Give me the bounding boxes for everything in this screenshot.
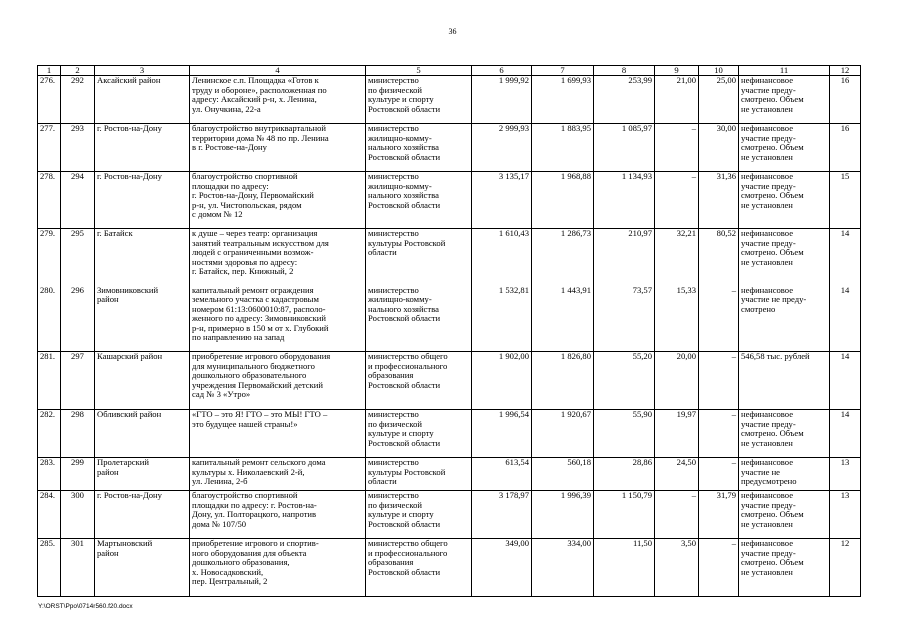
ministry-cell: министерство жилищно-комму- нального хозяйства Ростовской области <box>366 172 472 229</box>
non-financial-participation-cell: нефинансовое участие не преду- смотрено <box>739 286 830 352</box>
table-row <box>38 352 861 410</box>
item-number-cell: 294 <box>61 172 95 229</box>
ministry-cell: министерство по физической культуре и спорту Ростовской области <box>366 491 472 539</box>
score-cell: 13 <box>830 491 861 539</box>
item-number-cell: 297 <box>61 352 95 410</box>
row-index-cell: 283. <box>38 458 61 491</box>
score-cell: 14 <box>830 229 861 286</box>
item-number-cell: 300 <box>61 491 95 539</box>
total-cost-cell: 1 532,81 <box>472 286 532 352</box>
regional-budget-cell: 560,18 <box>532 458 594 491</box>
ministry-cell: министерство общего и профессионального образования Ростовской области <box>366 539 472 597</box>
sponsor-funds-cell: 31,79 <box>699 491 739 539</box>
header-row <box>38 66 861 76</box>
score-cell: 13 <box>830 458 861 491</box>
non-financial-participation-cell: нефинансовое участие преду- смотрено. Объем не установлен <box>739 410 830 458</box>
municipality-cell: Мартыновский район <box>95 539 190 597</box>
local-budget-cell: 55,90 <box>594 410 655 458</box>
regional-budget-cell: 1 996,39 <box>532 491 594 539</box>
table-row <box>38 539 861 597</box>
sponsor-funds-cell: – <box>699 286 739 352</box>
table-row <box>38 124 861 172</box>
table-row <box>38 76 861 124</box>
regional-budget-cell: 1 920,67 <box>532 410 594 458</box>
column-header: 11 <box>739 66 830 76</box>
population-funds-cell: 19,97 <box>655 410 699 458</box>
project-name-cell: капитальный ремонт сельского дома культуры х. Николаевский 2-й, ул. Ленина, 2-б <box>190 458 366 491</box>
non-financial-participation-cell: нефинансовое участие не предусмотрено <box>739 458 830 491</box>
sponsor-funds-cell: – <box>699 539 739 597</box>
population-funds-cell: 15,33 <box>655 286 699 352</box>
column-header: 8 <box>594 66 655 76</box>
municipality-cell: г. Батайск <box>95 229 190 286</box>
municipality-cell: Пролетарский район <box>95 458 190 491</box>
local-budget-cell: 1 085,97 <box>594 124 655 172</box>
project-name-cell: благоустройство спортивной площадки по адресу: г. Ростов-на-Дону, Первомайский р-н, ул. Чистопольская, рядом с домом № 12 <box>190 172 366 229</box>
municipality-cell: Обливский район <box>95 410 190 458</box>
column-header: 12 <box>830 66 861 76</box>
total-cost-cell: 1 999,92 <box>472 76 532 124</box>
project-name-cell: капитальный ремонт ограждения земельного участка с кадастровым номером 61:13:0600010:87, располо- женного по адресу: Зимовниковский р-н, примерно в 150 м от х. Глубокий по направлению на запад <box>190 286 366 352</box>
table-body <box>38 66 861 597</box>
score-cell: 14 <box>830 410 861 458</box>
total-cost-cell: 1 996,54 <box>472 410 532 458</box>
table-row <box>38 286 861 352</box>
row-index-cell: 276. <box>38 76 61 124</box>
population-funds-cell: 21,00 <box>655 76 699 124</box>
population-funds-cell: – <box>655 172 699 229</box>
total-cost-cell: 1 902,00 <box>472 352 532 410</box>
sponsor-funds-cell: 30,00 <box>699 124 739 172</box>
local-budget-cell: 55,20 <box>594 352 655 410</box>
ministry-cell: министерство жилищно-комму- нального хозяйства Ростовской области <box>366 286 472 352</box>
population-funds-cell: – <box>655 491 699 539</box>
municipality-cell: г. Ростов-на-Дону <box>95 124 190 172</box>
population-funds-cell: 20,00 <box>655 352 699 410</box>
local-budget-cell: 1 150,79 <box>594 491 655 539</box>
local-budget-cell: 1 134,93 <box>594 172 655 229</box>
ministry-cell: министерство культуры Ростовской области <box>366 458 472 491</box>
table-row <box>38 172 861 229</box>
table-row <box>38 458 861 491</box>
total-cost-cell: 3 178,97 <box>472 491 532 539</box>
item-number-cell: 299 <box>61 458 95 491</box>
non-financial-participation-cell: нефинансовое участие преду- смотрено. Объем не установлен <box>739 124 830 172</box>
program-table <box>37 65 861 597</box>
ministry-cell: министерство культуры Ростовской области <box>366 229 472 286</box>
item-number-cell: 292 <box>61 76 95 124</box>
local-budget-cell: 253,99 <box>594 76 655 124</box>
local-budget-cell: 11,50 <box>594 539 655 597</box>
non-financial-participation-cell: нефинансовое участие преду- смотрено. Объем не установлен <box>739 539 830 597</box>
project-name-cell: благоустройство внутриквартальной территории дома № 48 по пр. Ленина в г. Ростове-на-Дону <box>190 124 366 172</box>
regional-budget-cell: 1 699,93 <box>532 76 594 124</box>
sponsor-funds-cell: 25,00 <box>699 76 739 124</box>
total-cost-cell: 1 610,43 <box>472 229 532 286</box>
project-name-cell: благоустройство спортивной площадки по адресу: г. Ростов-на- Дону, ул. Полторацкого, напротив дома № 107/50 <box>190 491 366 539</box>
local-budget-cell: 28,86 <box>594 458 655 491</box>
ministry-cell: министерство общего и профессионального образования Ростовской области <box>366 352 472 410</box>
sponsor-funds-cell: 31,36 <box>699 172 739 229</box>
item-number-cell: 301 <box>61 539 95 597</box>
ministry-cell: министерство по физической культуре и спорту Ростовской области <box>366 76 472 124</box>
total-cost-cell: 2 999,93 <box>472 124 532 172</box>
item-number-cell: 295 <box>61 229 95 286</box>
score-cell: 16 <box>830 124 861 172</box>
column-header: 4 <box>190 66 366 76</box>
non-financial-participation-cell: нефинансовое участие преду- смотрено. Объем не установлен <box>739 491 830 539</box>
row-index-cell: 282. <box>38 410 61 458</box>
total-cost-cell: 613,54 <box>472 458 532 491</box>
population-funds-cell: 32,21 <box>655 229 699 286</box>
municipality-cell: Зимовниковский район <box>95 286 190 352</box>
regional-budget-cell: 1 443,91 <box>532 286 594 352</box>
project-name-cell: Ленинское с.п. Площадка «Готов к труду и обороне», расположенная по адресу: Аксайский р-н, х. Ленина, ул. Онучкина, 22-а <box>190 76 366 124</box>
column-header: 3 <box>95 66 190 76</box>
regional-budget-cell: 1 883,95 <box>532 124 594 172</box>
column-header: 5 <box>366 66 472 76</box>
score-cell: 14 <box>830 352 861 410</box>
item-number-cell: 293 <box>61 124 95 172</box>
municipality-cell: г. Ростов-на-Дону <box>95 172 190 229</box>
table-row <box>38 229 861 286</box>
regional-budget-cell: 334,00 <box>532 539 594 597</box>
file-path-footer: Y:\ORST\Ppo\0714r560.f20.docx <box>38 603 133 610</box>
column-header: 7 <box>532 66 594 76</box>
regional-budget-cell: 1 968,88 <box>532 172 594 229</box>
population-funds-cell: 24,50 <box>655 458 699 491</box>
municipality-cell: г. Ростов-на-Дону <box>95 491 190 539</box>
item-number-cell: 298 <box>61 410 95 458</box>
project-name-cell: к душе – через театр: организация занятий театральным искусством для людей с ограниченными возмож- ностями здоровья по адресу: г. Батайск, пер. Книжный, 2 <box>190 229 366 286</box>
total-cost-cell: 3 135,17 <box>472 172 532 229</box>
sponsor-funds-cell: 80,52 <box>699 229 739 286</box>
municipality-cell: Аксайский район <box>95 76 190 124</box>
project-name-cell: приобретение игрового оборудования для муниципального бюджетного дошкольного образовательного учреждения Первомайский детский сад № 3 «Утро» <box>190 352 366 410</box>
column-header: 9 <box>655 66 699 76</box>
sponsor-funds-cell: – <box>699 410 739 458</box>
score-cell: 12 <box>830 539 861 597</box>
ministry-cell: министерство жилищно-комму- нального хозяйства Ростовской области <box>366 124 472 172</box>
column-header: 6 <box>472 66 532 76</box>
row-index-cell: 285. <box>38 539 61 597</box>
ministry-cell: министерство по физической культуре и спорту Ростовской области <box>366 410 472 458</box>
total-cost-cell: 349,00 <box>472 539 532 597</box>
row-index-cell: 280. <box>38 286 61 352</box>
score-cell: 14 <box>830 286 861 352</box>
regional-budget-cell: 1 286,73 <box>532 229 594 286</box>
sponsor-funds-cell: – <box>699 352 739 410</box>
page-number: 36 <box>448 27 457 36</box>
column-header: 2 <box>61 66 95 76</box>
local-budget-cell: 210,97 <box>594 229 655 286</box>
population-funds-cell: – <box>655 124 699 172</box>
row-index-cell: 278. <box>38 172 61 229</box>
score-cell: 15 <box>830 172 861 229</box>
project-name-cell: «ГТО – это Я! ГТО – это МЫ! ГТО – это будущее нашей страны!» <box>190 410 366 458</box>
municipality-cell: Кашарский район <box>95 352 190 410</box>
non-financial-participation-cell: нефинансовое участие преду- смотрено. Объем не установлен <box>739 76 830 124</box>
row-index-cell: 279. <box>38 229 61 286</box>
column-header: 1 <box>38 66 61 76</box>
score-cell: 16 <box>830 76 861 124</box>
column-header: 10 <box>699 66 739 76</box>
population-funds-cell: 3,50 <box>655 539 699 597</box>
row-index-cell: 281. <box>38 352 61 410</box>
non-financial-participation-cell: нефинансовое участие преду- смотрено. Объем не установлен <box>739 172 830 229</box>
item-number-cell: 296 <box>61 286 95 352</box>
sponsor-funds-cell: – <box>699 458 739 491</box>
local-budget-cell: 73,57 <box>594 286 655 352</box>
non-financial-participation-cell: нефинансовое участие преду- смотрено. Объем не установлен <box>739 229 830 286</box>
table-row <box>38 410 861 458</box>
project-name-cell: приобретение игрового и спортив- ного оборудования для объекта дошкольного образования, х. Новосадковский, пер. Центральный, 2 <box>190 539 366 597</box>
non-financial-participation-cell: 546,58 тыс. рублей <box>739 352 830 410</box>
row-index-cell: 277. <box>38 124 61 172</box>
row-index-cell: 284. <box>38 491 61 539</box>
table-row <box>38 491 861 539</box>
regional-budget-cell: 1 826,80 <box>532 352 594 410</box>
